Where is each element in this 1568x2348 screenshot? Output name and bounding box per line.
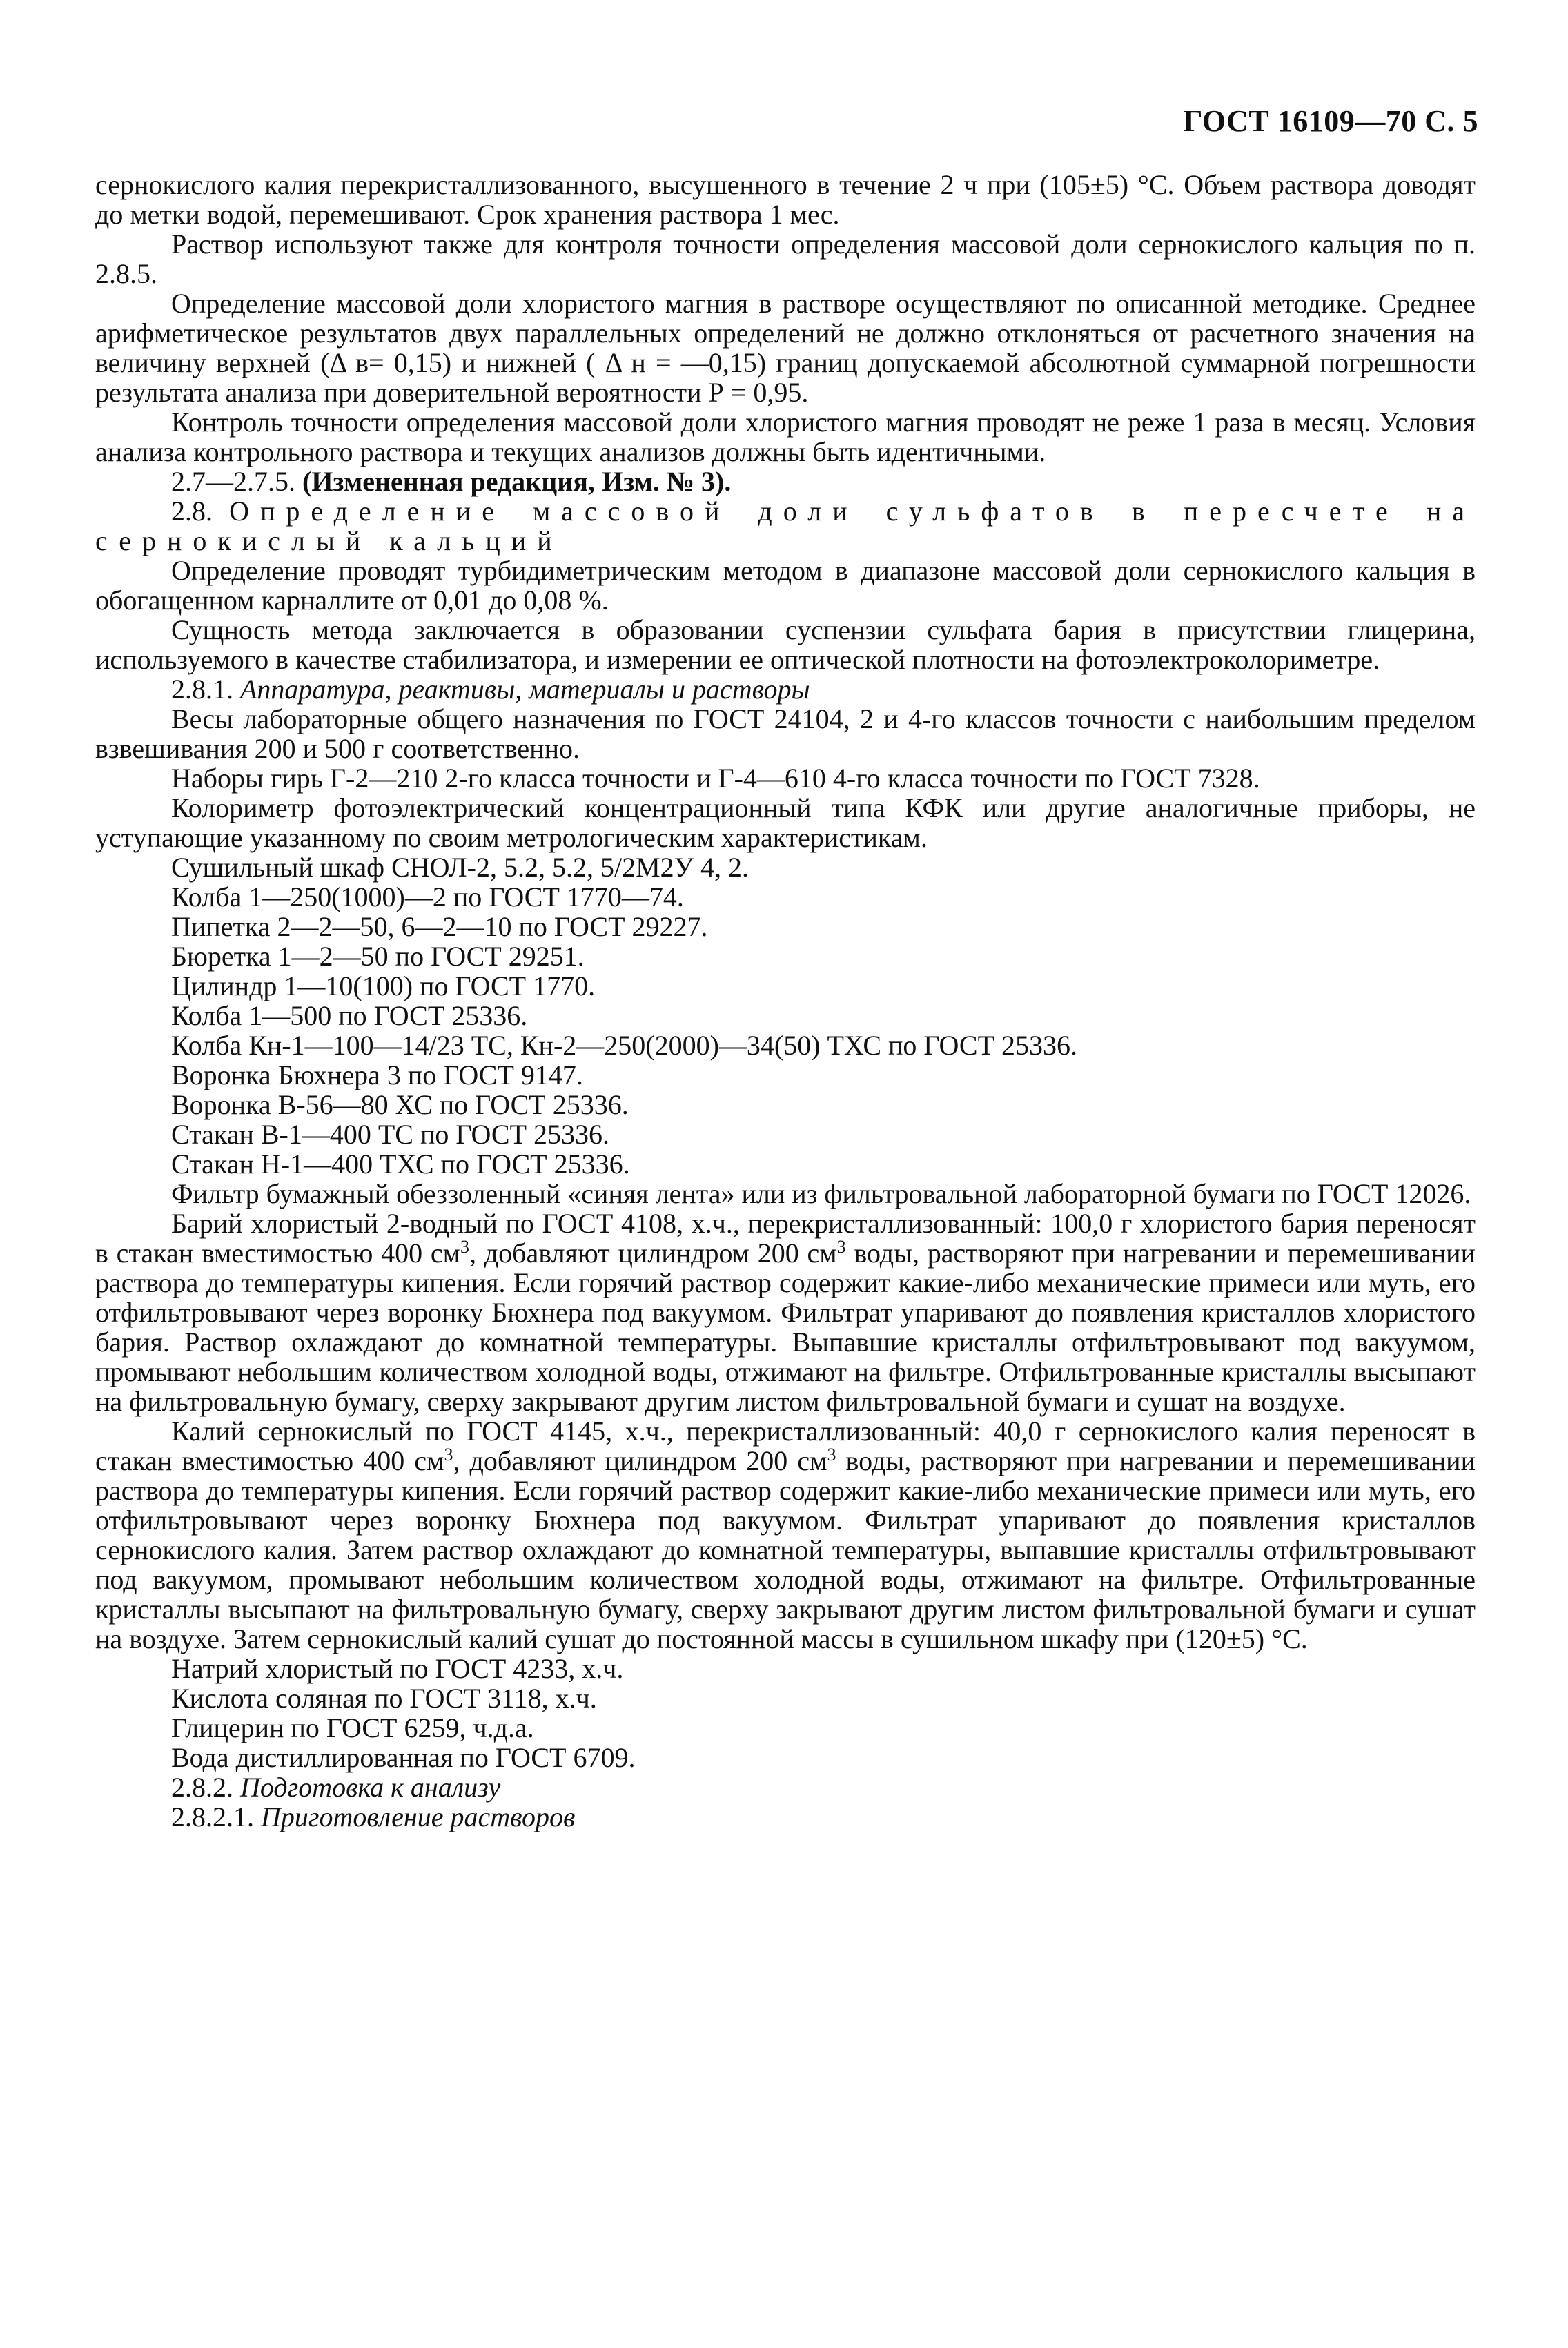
list-item: Бюретка 1—2—50 по ГОСТ 29251. bbox=[171, 941, 585, 972]
list-item: Стакан Н-1—400 ТХС по ГОСТ 25336. bbox=[171, 1148, 630, 1180]
subsection-title: Подготовка к анализу bbox=[240, 1772, 501, 1803]
paragraph-filter: Фильтр бумажный обеззоленный «синяя лента» или из фильтровальной лабораторной бумаги по ГОСТ 12026. bbox=[171, 1178, 1471, 1209]
text-run: , добавляют цилиндром 200 см bbox=[453, 1445, 827, 1476]
list-item: Натрий хлористый по ГОСТ 4233, х.ч. bbox=[171, 1653, 624, 1684]
paragraph-colorimeter: Колориметр фотоэлектрический концентрационный типа КФК или другие аналогичные приборы, не уступающие указанному по своим метрологическим характеристикам. bbox=[95, 792, 1476, 853]
paragraph-potassium-sulfate bbox=[95, 1416, 1476, 1654]
clause-number: 2.8.2.1. bbox=[171, 1801, 254, 1832]
list-item: Воронка Бюхнера 3 по ГОСТ 9147. bbox=[171, 1059, 583, 1090]
superscript: 3 bbox=[444, 1445, 453, 1465]
paragraph-continuation: сернокислого калия перекристаллизованного, высушенного в течение 2 ч при (105±5) °С. Объем раствора доводят до метки водой, перемешивают. Срок хранения раствора 1 мес. bbox=[95, 169, 1476, 230]
paragraph-control-use: Раствор используют также для контроля точности определения массовой доли сернокислого кальция по п. 2.8.5. bbox=[95, 228, 1476, 289]
equipment-list bbox=[95, 852, 1476, 1179]
text-run: воды, растворяют при нагревании и перемешивании раствора до температуры кипения. Если горячий раствор содержит какие-либо механические примеси или муть, его отфильтровывают через воронку Бюхнера под вакуумом. Фильтрат упаривают до появления кристаллов сернокислого калия. Затем раствор охлаждают до комнатной температуры, выпавшие кристаллы отфильтровывают под вакуумом, промывают небольшим количеством холодной воды, отжимают на фильтре. Отфильтрованные кристаллы высыпают на фильтровальную бумагу, сверху закрывают другим листом фильтровальной бумаги и сушат на воздухе. Затем сернокислый калий сушат до постоянной массы в сушильном шкафу при (120±5) °С. bbox=[95, 1445, 1476, 1654]
list-item: Колба 1—500 по ГОСТ 25336. bbox=[171, 1000, 528, 1031]
paragraph-magnesium-determination: Определение массовой доли хлористого магния в растворе осуществляют по описанной методике. Среднее арифметическое результатов двух параллельных определений не должно отклоняться от расчетного значения на величину верхней (Δ в= 0,15) и нижней ( Δ н = —0,15) границ допускаемой абсолютной суммарной погрешности результата анализа при доверительной вероятности Р = 0,95. bbox=[95, 288, 1476, 408]
superscript: 3 bbox=[827, 1445, 836, 1465]
paragraph-accuracy-control: Контроль точности определения массовой доли хлористого магния проводят не реже 1 раза в месяц. Условия анализа контрольного раствора и текущих анализов должны быть идентичными. bbox=[95, 407, 1476, 467]
paragraph-barium-chloride bbox=[95, 1209, 1476, 1416]
list-item: Колба Кн-1—100—14/23 ТС, Кн-2—250(2000)—34(50) ТХС по ГОСТ 25336. bbox=[171, 1030, 1078, 1061]
subsection-heading-apparatus bbox=[95, 674, 1476, 704]
text-run: , добавляют цилиндром 200 см bbox=[469, 1237, 837, 1269]
clause-number: 2.7—2.7.5. bbox=[171, 466, 295, 497]
reagent-list bbox=[95, 1654, 1476, 1772]
superscript: 3 bbox=[460, 1237, 469, 1257]
list-item: Пипетка 2—2—50, 6—2—10 по ГОСТ 29227. bbox=[171, 911, 708, 942]
clause-number: 2.8.2. bbox=[171, 1772, 233, 1803]
subsection-title: Аппаратура, реактивы, материалы и растворы bbox=[240, 674, 810, 705]
paragraph-scales: Весы лабораторные общего назначения по ГОСТ 24104, 2 и 4-го классов точности с наибольшим пределом взвешивания 200 и 500 г соответственно. bbox=[95, 703, 1476, 764]
text-run: Барий хлористый 2-водный по ГОСТ 4108, х.ч., перекристаллизованный: 100,0 г хлористого бария переносят в стакан вместимостью 400 см bbox=[95, 1208, 1476, 1269]
clause-number: 2.8.1. bbox=[171, 674, 233, 705]
amendment-note: (Измененная редакция, Изм. № 3). bbox=[302, 466, 732, 497]
list-item: Стакан В-1—400 ТС по ГОСТ 25336. bbox=[171, 1119, 609, 1150]
section-title: Определение массовой доли сульфатов в пересчете на сернокислый кальций bbox=[95, 496, 1476, 556]
paragraph-method-range: Определение проводят турбидиметрическим методом в диапазоне массовой доли сернокислого кальция в обогащенном карналлите от 0,01 до 0,08 %. bbox=[95, 555, 1476, 616]
list-item: Глицерин по ГОСТ 6259, ч.д.а. bbox=[171, 1712, 534, 1743]
text-run: воды, растворяют при нагревании и перемешивании раствора до температуры кипения. Если горячий раствор содержит какие-либо механические примеси или муть, его отфильтровывают через воронку Бюхнера под вакуумом. Фильтрат упаривают до появления кристаллов хлористого бария. Раствор охлаждают до комнатной температуры. Выпавшие кристаллы отфильтровывают под вакуумом, промывают небольшим количеством холодной воды, отжимают на фильтре. Отфильтрованные кристаллы высыпают на фильтровальную бумагу, сверху закрывают другим листом фильтровальной бумаги и сушат на воздухе. bbox=[95, 1237, 1476, 1417]
list-item: Цилиндр 1—10(100) по ГОСТ 1770. bbox=[171, 970, 596, 1001]
superscript: 3 bbox=[836, 1237, 846, 1257]
subsection-title: Приготовление растворов bbox=[261, 1801, 576, 1832]
paragraph-method-essence: Сущность метода заключается в образовании суспензии сульфата бария в присутствии глицерина, используемого в качестве стабилизатора, и измерении ее оптической плотности на фотоэлектроколориметре. bbox=[95, 614, 1476, 675]
subsection-heading-preparation bbox=[95, 1772, 1476, 1802]
list-item: Кислота соляная по ГОСТ 3118, х.ч. bbox=[171, 1683, 597, 1714]
paragraph-weights: Наборы гирь Г-2—210 2-го класса точности и Г-4—610 4-го класса точности по ГОСТ 7328. bbox=[171, 763, 1260, 794]
list-item: Колба 1—250(1000)—2 по ГОСТ 1770—74. bbox=[171, 881, 684, 912]
section-heading-sulfates bbox=[95, 496, 1476, 556]
list-item: Воронка В-56—80 ХС по ГОСТ 25336. bbox=[171, 1089, 629, 1120]
subsection-heading-solutions bbox=[95, 1802, 1476, 1832]
text-run: Калий сернокислый по ГОСТ 4145, х.ч., перекристаллизованный: 40,0 г сернокислого калия переносят в стакан вместимостью 400 см bbox=[95, 1416, 1476, 1476]
paragraph-amendment bbox=[95, 467, 1476, 496]
clause-number: 2.8. bbox=[171, 496, 213, 527]
document-body bbox=[95, 170, 1476, 1832]
list-item: Вода дистиллированная по ГОСТ 6709. bbox=[171, 1742, 636, 1773]
page-header: ГОСТ 16109—70 С. 5 bbox=[1183, 104, 1478, 138]
list-item: Сушильный шкаф СНОЛ-2, 5.2, 5.2, 5/2М2У 4, 2. bbox=[171, 852, 749, 883]
